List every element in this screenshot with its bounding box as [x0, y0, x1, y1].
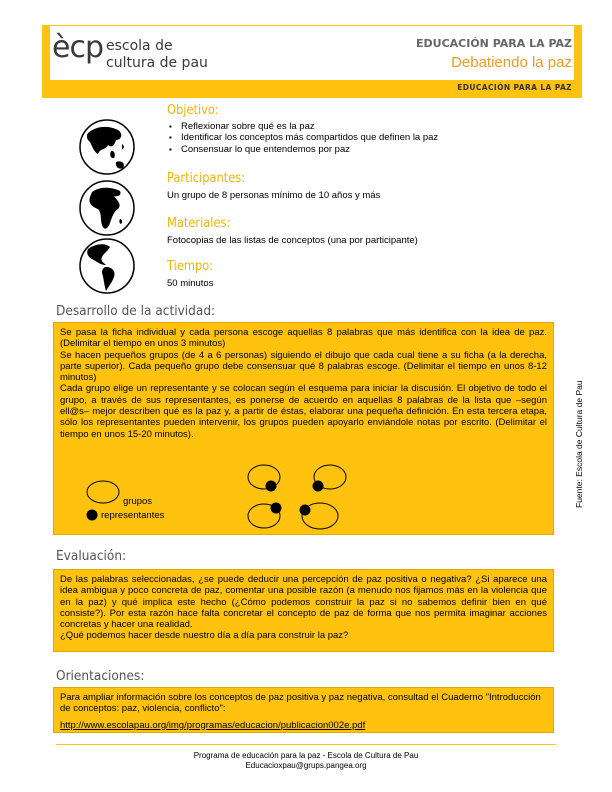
footer-line2: Educacioxpau@grups.pangea.org [245, 761, 367, 770]
evaluacion-paragraph: ¿Qué podemos hacer desde nuestro día a día para construir la paz? [60, 630, 349, 642]
globe-americas-icon [78, 237, 136, 295]
materiales-text: Fotocopias de las listas de conceptos (una por participante) [167, 235, 418, 246]
header-program: EDUCACIÓN PARA LA PAZ [416, 37, 572, 50]
desarrollo-paragraph: Se pasa la ficha individual y cada persona escoge aquellas 8 palabras que más identifica con la idea de paz. (Delimitar el tiempo en unos 3 minutos) [60, 327, 547, 350]
representative-dot [266, 481, 277, 492]
participantes-text: Un grupo de 8 personas mínimo de 10 años y más [167, 190, 381, 201]
globe-asia-icon [78, 118, 136, 176]
objetivo-title: Objetivo: [167, 103, 219, 118]
representative-dot [271, 503, 282, 514]
participantes-title: Participantes: [167, 171, 246, 186]
tiempo-title: Tiempo: [167, 259, 214, 274]
evaluacion-box [53, 569, 554, 652]
legend-rep-dot [86, 509, 98, 521]
orientaciones-title: Orientaciones: [56, 668, 145, 684]
logo-line1: escola de [106, 38, 173, 54]
legend-reps-label: representantes [101, 510, 165, 521]
footer-line1: Programa de educación para la paz - Escola de Cultura de Pau [193, 751, 419, 760]
globe-africa-icon [78, 179, 136, 237]
tiempo-text: 50 minutos [167, 278, 214, 289]
desarrollo-paragraph: Se hacen pequeños grupos (de 4 a 6 personas) siguiendo el dibujo que cada cual tiene a su ficha (a la derecha, parte superior). Cada pequeño grupo debe consensuar qué 8 palabras escoge. (Delimitar el tiempo en unos 8-12 minutos) [60, 349, 547, 384]
objetivo-item: ▪ Consensuar lo que entendemos por paz [167, 144, 547, 155]
legend-groups-label: grupos [123, 496, 153, 507]
desarrollo-paragraph: Cada grupo elige un representante y se colocan según el esquema para iniciar la discusión. El objetivo de todo el grupo, a través de sus representantes, es ponerse de acuerdo en aquellas 8 palabras de la lista que –según ell@s– mejor describen qué es la paz y, a partir de éstas, elaborar una pequeña definición. En esta tercera etapa, sólo los representantes pueden intervenir, los grupos pueden apoyarlo enviándole notas por escrito. (Delimitar el tiempo en unos 15-20 minutos). [60, 383, 547, 440]
logo-line2: cultura de pau [106, 55, 208, 71]
orientaciones-box [53, 687, 554, 733]
publication-link[interactable]: http://www.escolapau.org/img/programas/educacion/publicacion002e.pdf [60, 719, 366, 731]
representative-dot [300, 505, 311, 516]
footer-rule [56, 744, 556, 745]
objetivo-item: ▪ Identificar los conceptos más compartidos que definen la paz [167, 132, 547, 143]
objetivo-item: ▪ Reflexionar sobre qué es la paz [167, 121, 547, 132]
discussion-diagram [247, 462, 347, 532]
representative-dot [313, 481, 324, 492]
evaluacion-title: Evaluación: [56, 548, 127, 564]
header-band-text: EDUCACIÓN PARA LA PAZ [457, 83, 572, 92]
side-note: Fuente: Escola de Cultura de Pau [574, 380, 584, 508]
objetivo-list [167, 121, 547, 155]
header-right-strip [574, 25, 582, 81]
materiales-title: Materiales: [167, 216, 231, 231]
legend-group-circle [86, 480, 120, 504]
evaluacion-paragraph: De las palabras seleccionadas, ¿se puede deducir una percepción de paz positiva o negativa? ¿Si aparece una idea ambigua y poco concreta de paz, comentar una posible razón (a menudo nos fijamos más en la violencia que en la paz) y qué implica este hecho (¿Cómo podemos construir la paz si no sabemos definir bien en qué consiste?). Por esta razón hace falta concretar el concepto de paz de forma que nos permita imaginar acciones concretas y hacer una realidad. [60, 574, 547, 631]
logo-mark: ècp [52, 30, 103, 65]
header-left-strip [42, 25, 50, 81]
orientaciones-text: Para ampliar información sobre los conceptos de paz positiva y paz negativa, consultad el Cuaderno "Introducción de conceptos: paz, violencia, conflicto": [60, 692, 541, 715]
desarrollo-title: Desarrollo de la actividad: [56, 303, 216, 319]
header-activity: Debatiendo la paz [451, 54, 572, 71]
